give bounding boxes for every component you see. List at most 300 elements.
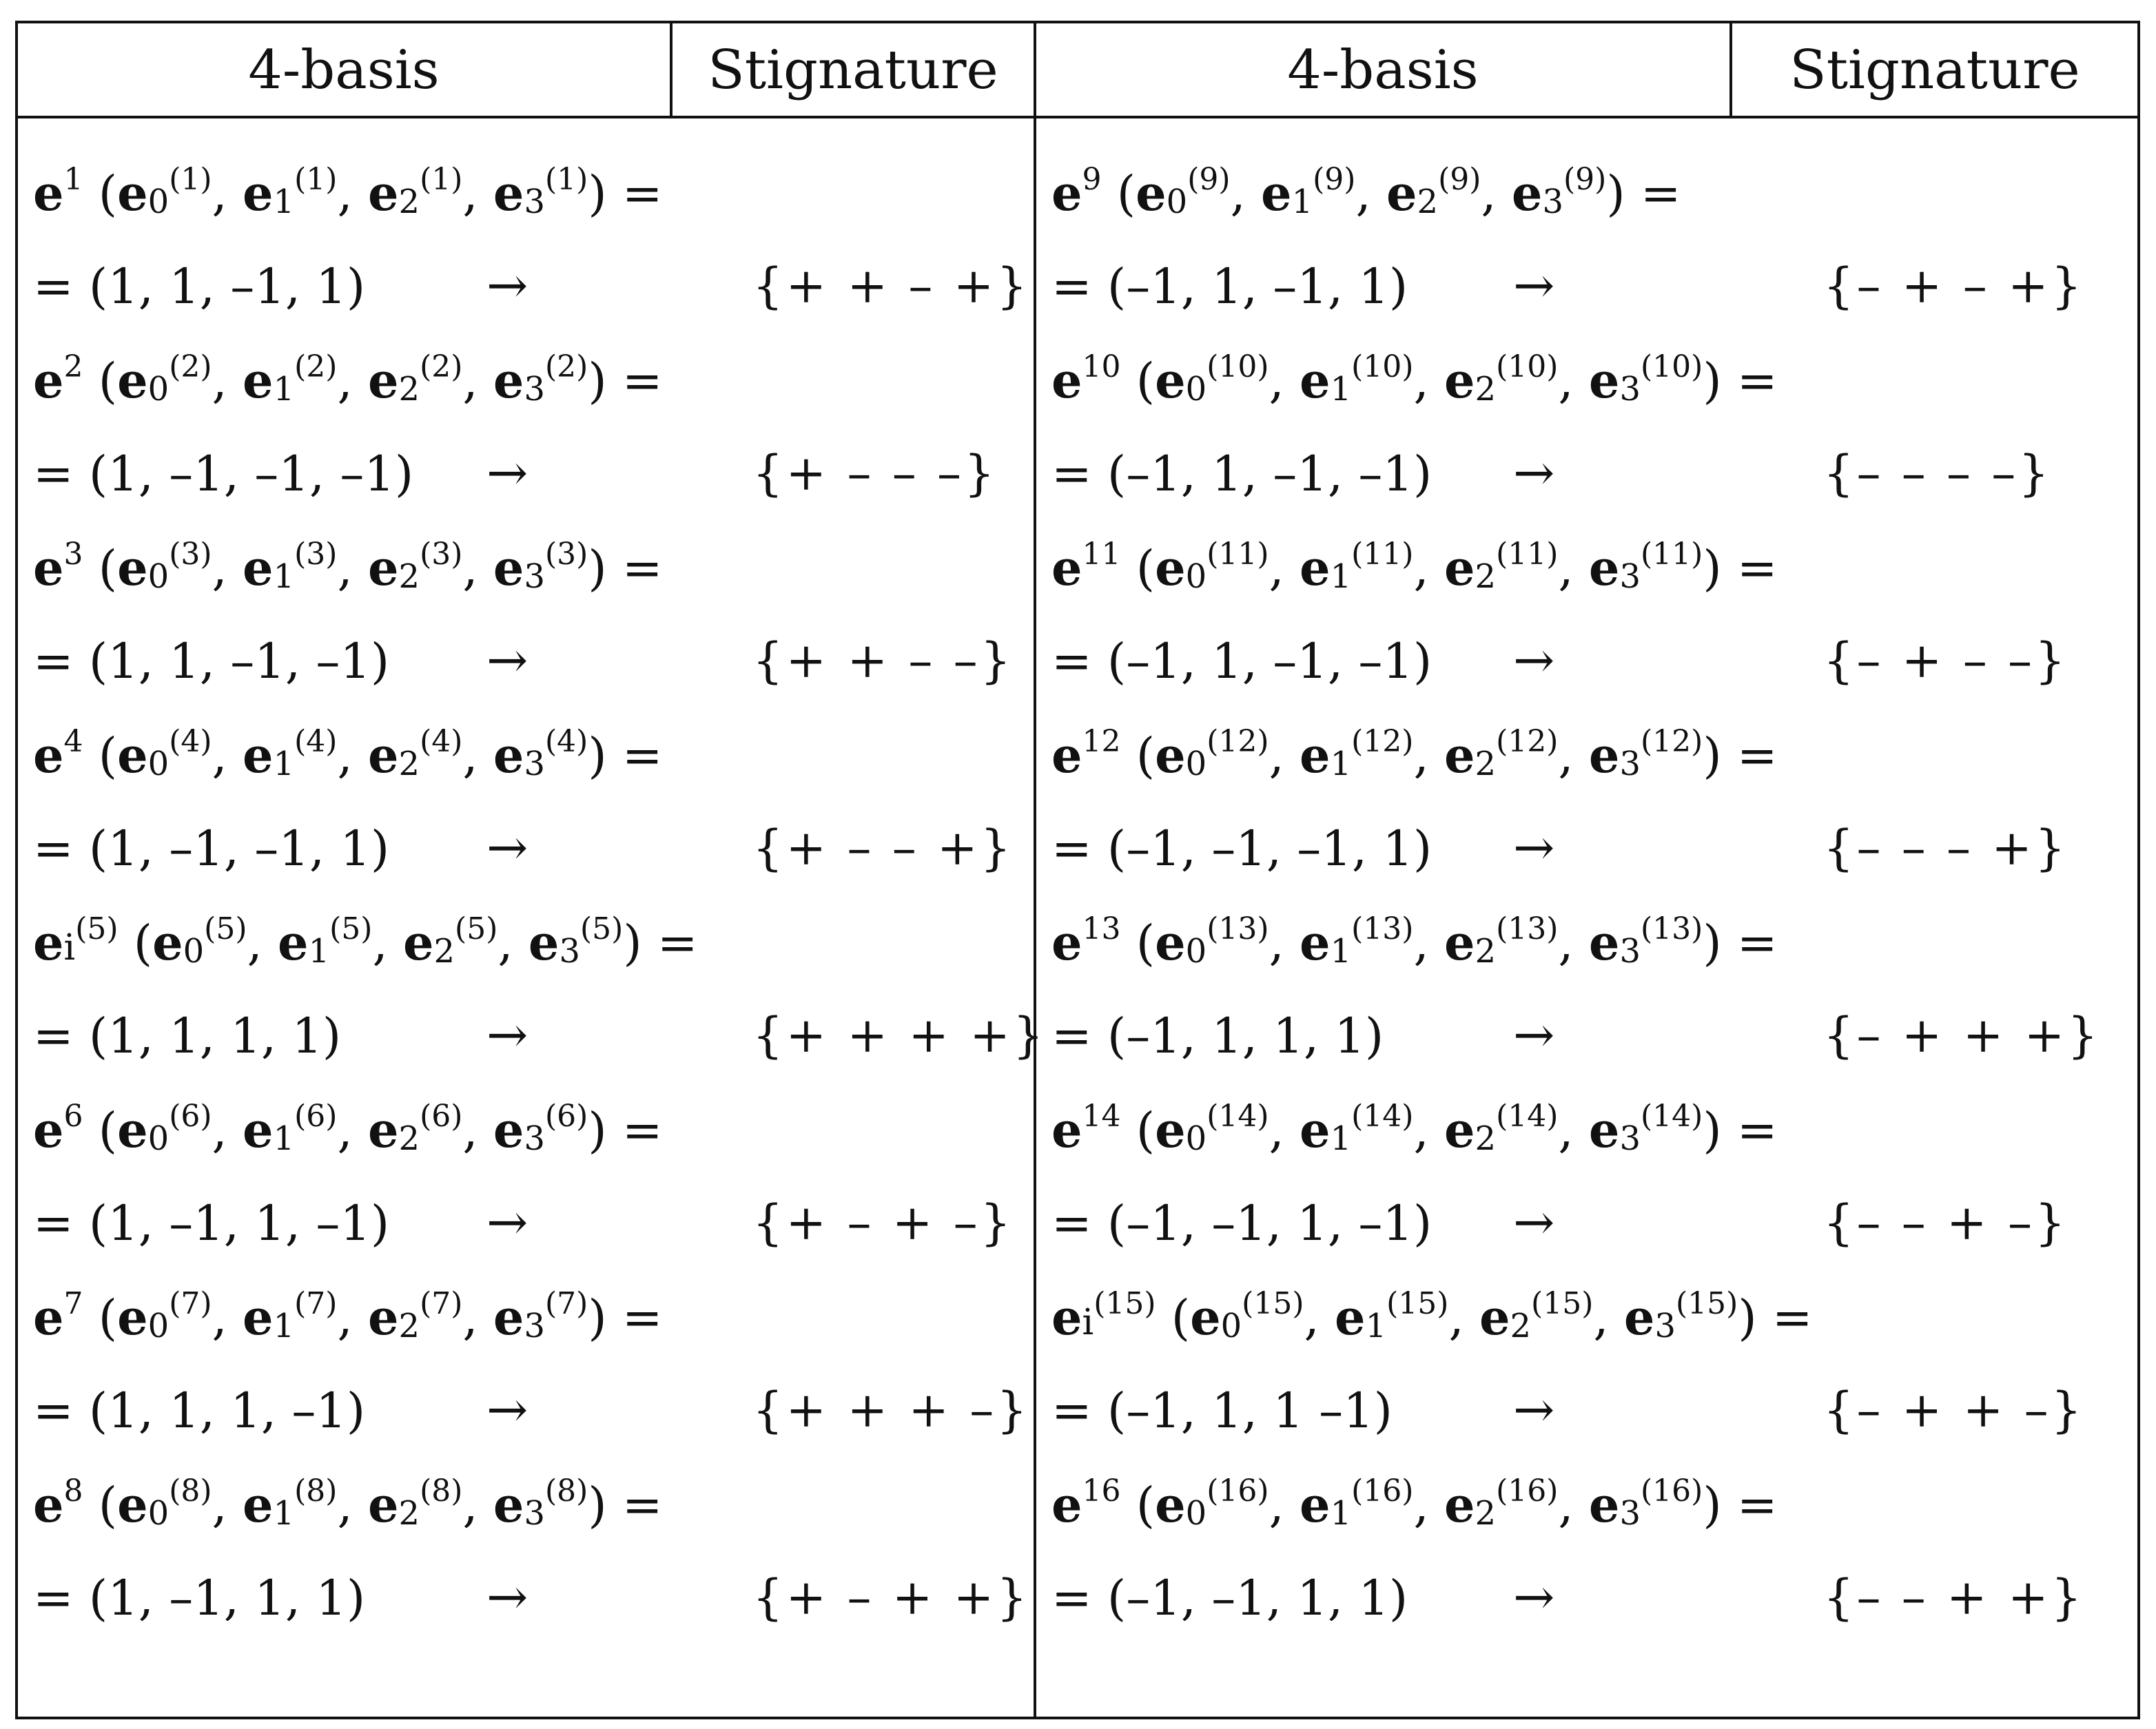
basis-index: (15) — [1094, 1285, 1156, 1321]
component-index: 3 — [1542, 182, 1564, 221]
header-right-basis: 4-basis — [1287, 39, 1479, 101]
basis-symbol: e — [1051, 351, 1082, 409]
component-basis-index: (6) — [545, 1098, 588, 1134]
component-basis-index: (7) — [169, 1285, 212, 1321]
basis-values-row — [1051, 1369, 1393, 1452]
basis-vector-label: $ei^{(5)}$ ($e_0^{(5)}$, $e_1^{(5)}$, $e_2^{(5)}$, $e_3^{(5)}$) = — [33, 911, 698, 971]
component-index: 1 — [1330, 931, 1352, 971]
arrow-icon: → — [486, 631, 528, 689]
component-index: 2 — [1475, 1119, 1497, 1158]
component-index: 2 — [398, 557, 420, 596]
signature-value: {+ + + –} — [752, 1382, 1030, 1438]
component-basis-index: (9) — [1187, 161, 1231, 197]
component-symbol: e — [1588, 1101, 1620, 1159]
component-basis-index: (14) — [1207, 1098, 1269, 1134]
basis-definition-row — [1051, 714, 1778, 796]
component-index: 2 — [433, 931, 455, 971]
arrow-icon: → — [486, 1568, 528, 1626]
component-symbol: e — [117, 1101, 148, 1159]
component-index: 2 — [1475, 1493, 1497, 1533]
component-basis-index: (16) — [1207, 1473, 1269, 1509]
component-symbol: e — [117, 726, 148, 784]
component-index: 1 — [308, 931, 330, 971]
component-symbol: e — [1155, 1476, 1186, 1533]
component-basis-index: (6) — [169, 1098, 212, 1134]
component-symbol: e — [1190, 1288, 1221, 1346]
component-index: 1 — [1330, 369, 1352, 408]
component-basis-index: (2) — [545, 349, 588, 384]
component-basis-index: (8) — [294, 1473, 338, 1509]
basis-vector-label: $e^{13}$ ($e_0^{(13)}$, $e_1^{(13)}$, $e_2^{(13)}$, $e_3^{(13)}$) = — [1051, 911, 1778, 971]
component-symbol: e — [493, 164, 524, 222]
component-symbol: e — [117, 351, 148, 409]
component-index: 0 — [1185, 1493, 1207, 1533]
component-basis-index: (8) — [169, 1473, 212, 1509]
component-index: 1 — [1365, 1306, 1387, 1345]
basis-values: = (1, 1, 1, 1) — [33, 1008, 342, 1064]
component-index: 0 — [183, 931, 205, 971]
component-basis-index: (6) — [294, 1098, 338, 1134]
component-index: 0 — [147, 369, 170, 408]
basis-values: = (–1, 1, 1, 1) — [1051, 1008, 1384, 1064]
component-basis-index: (3) — [545, 536, 588, 572]
component-basis-index: (15) — [1675, 1285, 1738, 1321]
component-index: 0 — [1166, 182, 1188, 221]
component-basis-index: (4) — [169, 723, 212, 759]
component-index: 2 — [398, 1306, 420, 1345]
basis-symbol: e — [33, 913, 64, 971]
component-symbol: e — [243, 1476, 274, 1533]
component-index: 3 — [524, 369, 546, 408]
component-index: 1 — [273, 1493, 295, 1533]
component-basis-index: (2) — [294, 349, 338, 384]
component-index: 0 — [147, 1119, 170, 1158]
basis-values: = (–1, 1, 1 –1) — [1051, 1383, 1393, 1439]
basis-values-row — [1051, 1182, 1432, 1265]
basis-symbol: e — [1051, 1476, 1082, 1533]
component-index: 3 — [524, 1306, 546, 1345]
component-basis-index: (7) — [420, 1285, 463, 1321]
signature-value: {– + – –} — [1823, 632, 2068, 689]
basis-vector-label: $e^1$ ($e_0^{(1)}$, $e_1^{(1)}$, $e_2^{(1)}$, $e_3^{(1)}$) = — [33, 161, 663, 222]
component-symbol: e — [493, 726, 524, 784]
basis-symbol: e — [33, 726, 64, 784]
component-index: 2 — [1475, 931, 1497, 971]
component-index: 3 — [1619, 744, 1641, 783]
component-index: 0 — [147, 1306, 170, 1345]
component-basis-index: (5) — [455, 911, 498, 946]
basis-vector-label: $e^2$ ($e_0^{(2)}$, $e_1^{(2)}$, $e_2^{(2)}$, $e_3^{(2)}$) = — [33, 349, 663, 409]
basis-vector-label: $e^4$ ($e_0^{(4)}$, $e_1^{(4)}$, $e_2^{(4)}$, $e_3^{(4)}$) = — [33, 723, 663, 784]
component-basis-index: (12) — [1496, 723, 1559, 759]
component-index: 0 — [147, 557, 170, 596]
component-index: 0 — [147, 744, 170, 783]
basis-index: 14 — [1082, 1098, 1121, 1134]
basis-definition-row — [33, 1463, 663, 1546]
component-symbol: e — [1300, 539, 1331, 597]
component-index: 1 — [1291, 182, 1313, 221]
basis-symbol: e — [33, 1476, 64, 1533]
header-right-signature: Stignature — [1789, 39, 2080, 101]
signature-value: {+ – + +} — [752, 1569, 1030, 1626]
basis-symbol: e — [33, 351, 64, 409]
component-symbol: e — [1444, 726, 1475, 784]
component-symbol: e — [1444, 539, 1475, 597]
component-basis-index: (13) — [1207, 911, 1269, 946]
component-symbol: e — [117, 1476, 148, 1533]
component-basis-index: (10) — [1641, 349, 1703, 384]
component-index: 1 — [1330, 1119, 1352, 1158]
component-basis-index: (12) — [1641, 723, 1703, 759]
basis-table — [15, 21, 2140, 1719]
component-index: 3 — [1619, 1119, 1641, 1158]
component-basis-index: (13) — [1351, 911, 1414, 946]
component-basis-index: (2) — [420, 349, 463, 384]
arrow-icon: → — [1513, 1193, 1555, 1251]
component-symbol: e — [278, 913, 309, 971]
component-index: 2 — [398, 744, 420, 783]
basis-definition-row — [1051, 1463, 1778, 1546]
signature-value: {– + – +} — [1823, 258, 2085, 314]
component-index: 0 — [147, 182, 170, 221]
basis-values: = (1, –1, 1, 1) — [33, 1570, 366, 1626]
arrow-icon: → — [1513, 1006, 1555, 1064]
component-index: 2 — [1475, 744, 1497, 783]
basis-values-row — [33, 807, 389, 890]
component-symbol: e — [1335, 1288, 1366, 1346]
component-symbol: e — [1155, 913, 1186, 971]
component-symbol: e — [493, 351, 524, 409]
basis-values: = (1, 1, 1, –1) — [33, 1383, 366, 1439]
component-basis-index: (16) — [1496, 1473, 1559, 1509]
basis-vector-label: $e^{16}$ ($e_0^{(16)}$, $e_1^{(16)}$, $e_2^{(16)}$, $e_3^{(16)}$) = — [1051, 1473, 1778, 1533]
component-symbol: e — [1261, 164, 1292, 222]
component-basis-index: (9) — [1563, 161, 1607, 197]
basis-values: = (–1, –1, 1, –1) — [1051, 1195, 1433, 1252]
component-symbol: e — [1136, 164, 1167, 222]
component-index: 1 — [273, 1306, 295, 1345]
arrow-icon: → — [1513, 631, 1555, 689]
component-symbol: e — [1155, 539, 1186, 597]
component-symbol: e — [117, 539, 148, 597]
basis-symbol-suffix: i — [1082, 1301, 1094, 1343]
component-index: 2 — [1475, 369, 1497, 408]
basis-symbol: e — [1051, 1101, 1082, 1159]
basis-symbol-suffix: i — [63, 926, 76, 969]
component-basis-index: (12) — [1207, 723, 1269, 759]
component-basis-index: (11) — [1207, 536, 1269, 572]
component-basis-index: (15) — [1531, 1285, 1594, 1321]
component-basis-index: (7) — [545, 1285, 588, 1321]
basis-definition-row — [33, 526, 663, 609]
basis-index: 12 — [1082, 723, 1121, 759]
component-symbol: e — [1155, 1101, 1186, 1159]
basis-index: 3 — [63, 536, 83, 572]
basis-vector-label: $ei^{(15)}$ ($e_0^{(15)}$, $e_1^{(15)}$, $e_2^{(15)}$, $e_3^{(15)}$) = — [1051, 1285, 1813, 1346]
component-basis-index: (1) — [169, 161, 212, 197]
component-index: 0 — [147, 1493, 170, 1533]
component-symbol: e — [1588, 539, 1620, 597]
component-index: 3 — [559, 931, 580, 971]
component-basis-index: (14) — [1351, 1098, 1414, 1134]
signature-value: {+ + – –} — [752, 632, 1014, 689]
component-symbol: e — [1300, 913, 1331, 971]
component-symbol: e — [1155, 726, 1186, 784]
component-basis-index: (1) — [420, 161, 463, 197]
component-symbol: e — [367, 1288, 399, 1346]
signature-value: {+ + – +} — [752, 258, 1030, 314]
component-symbol: e — [1444, 351, 1475, 409]
component-symbol: e — [1155, 351, 1186, 409]
component-symbol: e — [367, 351, 399, 409]
signature-value: {– – + +} — [1823, 1569, 2085, 1626]
component-basis-index: (1) — [294, 161, 338, 197]
arrow-icon: → — [1513, 818, 1555, 876]
basis-symbol: e — [33, 1288, 64, 1346]
component-basis-index: (16) — [1351, 1473, 1414, 1509]
basis-index: 9 — [1082, 161, 1102, 197]
basis-values-row — [1051, 245, 1408, 328]
component-basis-index: (2) — [169, 349, 212, 384]
component-symbol: e — [1444, 1476, 1475, 1533]
component-symbol: e — [367, 539, 399, 597]
component-symbol: e — [1300, 1101, 1331, 1159]
basis-values-row — [1051, 807, 1432, 890]
component-symbol: e — [493, 1288, 524, 1346]
signature-value: {– – + –} — [1823, 1194, 2068, 1251]
basis-vector-label: $e^{12}$ ($e_0^{(12)}$, $e_1^{(12)}$, $e_2^{(12)}$, $e_3^{(12)}$) = — [1051, 723, 1778, 784]
component-symbol: e — [1511, 164, 1543, 222]
component-basis-index: (11) — [1641, 536, 1703, 572]
component-index: 3 — [1619, 557, 1641, 596]
basis-values: = (–1, 1, –1, 1) — [1051, 258, 1408, 315]
basis-values-row — [33, 1182, 389, 1265]
arrow-icon: → — [486, 1380, 528, 1438]
basis-vector-label: $e^7$ ($e_0^{(7)}$, $e_1^{(7)}$, $e_2^{(7)}$, $e_3^{(7)}$) = — [33, 1285, 663, 1346]
component-symbol: e — [367, 164, 399, 222]
arrow-icon: → — [486, 1006, 528, 1064]
component-symbol: e — [1386, 164, 1417, 222]
signature-value: {+ – + –} — [752, 1194, 1014, 1251]
basis-values-row — [1051, 433, 1432, 515]
basis-values: = (1, 1, –1, 1) — [33, 258, 366, 315]
basis-values: = (–1, –1, –1, 1) — [1051, 820, 1433, 877]
basis-index: 8 — [63, 1473, 83, 1509]
component-symbol: e — [1300, 1476, 1331, 1533]
component-index: 0 — [1185, 557, 1207, 596]
component-index: 2 — [1417, 182, 1439, 221]
basis-values: = (1, –1, –1, –1) — [33, 446, 414, 502]
signature-value: {+ – – +} — [752, 820, 1014, 876]
component-index: 0 — [1185, 931, 1207, 971]
basis-symbol: e — [33, 1101, 64, 1159]
component-symbol: e — [243, 351, 274, 409]
component-symbol: e — [402, 913, 434, 971]
basis-definition-row — [1051, 1088, 1778, 1171]
column-divider-center — [1034, 23, 1036, 1719]
component-index: 2 — [398, 1493, 420, 1533]
component-index: 3 — [1619, 931, 1641, 971]
component-index: 1 — [273, 744, 295, 783]
signature-value: {– + + –} — [1823, 1382, 2085, 1438]
basis-symbol: e — [1051, 913, 1082, 971]
basis-vector-label: $e^3$ ($e_0^{(3)}$, $e_1^{(3)}$, $e_2^{(3)}$, $e_3^{(3)}$) = — [33, 536, 663, 597]
basis-values-row — [1051, 1557, 1408, 1639]
basis-values-row — [33, 245, 365, 328]
basis-vector-label: $e^9$ ($e_0^{(9)}$, $e_1^{(9)}$, $e_2^{(9)}$, $e_3^{(9)}$) = — [1051, 161, 1681, 222]
component-index: 3 — [1654, 1306, 1676, 1345]
component-symbol: e — [1588, 1476, 1620, 1533]
component-basis-index: (3) — [294, 536, 338, 572]
component-basis-index: (12) — [1351, 723, 1414, 759]
component-symbol: e — [1588, 351, 1620, 409]
component-basis-index: (8) — [420, 1473, 463, 1509]
header-left-signature: Stignature — [708, 39, 998, 101]
component-symbol: e — [1444, 913, 1475, 971]
basis-definition-row — [33, 1276, 663, 1358]
basis-values-row — [33, 620, 389, 703]
basis-definition-row — [33, 339, 663, 422]
component-basis-index: (7) — [294, 1285, 338, 1321]
component-basis-index: (4) — [545, 723, 588, 759]
component-index: 2 — [1475, 557, 1497, 596]
component-basis-index: (5) — [204, 911, 247, 946]
basis-values: = (1, –1, –1, 1) — [33, 820, 390, 877]
component-basis-index: (1) — [545, 161, 588, 197]
component-symbol: e — [493, 539, 524, 597]
component-basis-index: (15) — [1242, 1285, 1304, 1321]
component-index: 2 — [398, 369, 420, 408]
arrow-icon: → — [1513, 256, 1555, 314]
basis-definition-row — [1051, 152, 1681, 234]
signature-value: {+ – – –} — [752, 445, 998, 501]
component-basis-index: (3) — [420, 536, 463, 572]
component-basis-index: (5) — [329, 911, 373, 946]
arrow-icon: → — [486, 818, 528, 876]
component-symbol: e — [493, 1101, 524, 1159]
basis-definition-row — [1051, 526, 1778, 609]
component-basis-index: (10) — [1496, 349, 1559, 384]
component-symbol: e — [367, 1101, 399, 1159]
component-basis-index: (11) — [1351, 536, 1414, 572]
component-basis-index: (14) — [1641, 1098, 1703, 1134]
component-index: 1 — [273, 369, 295, 408]
component-basis-index: (15) — [1386, 1285, 1449, 1321]
component-index: 2 — [398, 182, 420, 221]
component-basis-index: (16) — [1641, 1473, 1703, 1509]
arrow-icon: → — [1513, 444, 1555, 501]
component-index: 3 — [524, 557, 546, 596]
component-index: 1 — [273, 182, 295, 221]
basis-values: = (–1, 1, –1, –1) — [1051, 633, 1433, 690]
component-index: 1 — [1330, 744, 1352, 783]
component-symbol: e — [117, 164, 148, 222]
basis-values: = (1, –1, 1, –1) — [33, 1195, 390, 1252]
signature-value: {– – – –} — [1823, 445, 2052, 501]
component-symbol: e — [1588, 913, 1620, 971]
basis-index: 10 — [1082, 349, 1121, 384]
arrow-icon: → — [1513, 1380, 1555, 1438]
component-basis-index: (4) — [294, 723, 338, 759]
component-index: 3 — [524, 182, 546, 221]
component-index: 1 — [273, 1119, 295, 1158]
component-symbol: e — [243, 539, 274, 597]
component-basis-index: (8) — [545, 1473, 588, 1509]
basis-index: 11 — [1082, 536, 1121, 572]
component-index: 1 — [273, 557, 295, 596]
basis-vector-label: $e^8$ ($e_0^{(8)}$, $e_1^{(8)}$, $e_2^{(8)}$, $e_3^{(8)}$) = — [33, 1473, 663, 1533]
component-basis-index: (11) — [1496, 536, 1559, 572]
basis-index: 2 — [63, 349, 83, 384]
component-index: 0 — [1185, 1119, 1207, 1158]
signature-value: {+ + + +} — [752, 1007, 1047, 1064]
basis-values: = (–1, 1, –1, –1) — [1051, 446, 1433, 502]
component-symbol: e — [367, 726, 399, 784]
basis-symbol: e — [33, 539, 64, 597]
basis-index: 7 — [63, 1285, 83, 1321]
signature-value: {– – – +} — [1823, 820, 2068, 876]
basis-values-row — [33, 1369, 365, 1452]
basis-symbol: e — [1051, 726, 1082, 784]
component-basis-index: (3) — [169, 536, 212, 572]
component-basis-index: (14) — [1496, 1098, 1559, 1134]
component-basis-index: (10) — [1207, 349, 1269, 384]
basis-values-row — [33, 995, 341, 1077]
signature-value: {– + + +} — [1823, 1007, 2101, 1064]
component-basis-index: (6) — [420, 1098, 463, 1134]
basis-symbol: e — [1051, 164, 1082, 222]
component-index: 0 — [1185, 744, 1207, 783]
basis-index: 1 — [63, 161, 83, 197]
component-basis-index: (9) — [1313, 161, 1356, 197]
basis-vector-label: $e^{14}$ ($e_0^{(14)}$, $e_1^{(14)}$, $e_2^{(14)}$, $e_3^{(14)}$) = — [1051, 1098, 1778, 1159]
basis-vector-label: $e^{11}$ ($e_0^{(11)}$, $e_1^{(11)}$, $e_2^{(11)}$, $e_3^{(11)}$) = — [1051, 536, 1778, 597]
component-basis-index: (10) — [1351, 349, 1414, 384]
component-basis-index: (5) — [579, 911, 624, 946]
basis-definition-row — [1051, 901, 1778, 984]
arrow-icon: → — [486, 256, 528, 314]
arrow-icon: → — [1513, 1568, 1555, 1626]
component-symbol: e — [117, 1288, 148, 1346]
component-symbol: e — [243, 164, 274, 222]
arrow-icon: → — [486, 444, 528, 501]
basis-vector-label: $e^{10}$ ($e_0^{(10)}$, $e_1^{(10)}$, $e_2^{(10)}$, $e_3^{(10)}$) = — [1051, 349, 1778, 409]
component-symbol: e — [243, 726, 274, 784]
component-index: 0 — [1220, 1306, 1242, 1345]
component-symbol: e — [367, 1476, 399, 1533]
component-basis-index: (9) — [1438, 161, 1481, 197]
component-index: 1 — [1330, 557, 1352, 596]
component-basis-index: (13) — [1496, 911, 1559, 946]
basis-definition-row — [1051, 1276, 1813, 1358]
basis-values-row — [33, 433, 413, 515]
basis-definition-row — [33, 152, 663, 234]
basis-definition-row — [33, 1088, 663, 1171]
basis-definition-row — [33, 714, 663, 796]
basis-index: 13 — [1082, 911, 1121, 946]
basis-symbol: e — [1051, 539, 1082, 597]
component-index: 3 — [524, 1493, 546, 1533]
basis-values: = (–1, –1, 1, 1) — [1051, 1570, 1408, 1626]
component-index: 1 — [1330, 1493, 1352, 1533]
basis-values-row — [1051, 995, 1384, 1077]
basis-vector-label: $e^6$ ($e_0^{(6)}$, $e_1^{(6)}$, $e_2^{(6)}$, $e_3^{(6)}$) = — [33, 1098, 663, 1159]
component-index: 3 — [524, 1119, 546, 1158]
basis-index: 4 — [63, 723, 83, 759]
basis-symbol: e — [33, 164, 64, 222]
component-symbol: e — [1623, 1288, 1655, 1346]
basis-index: (5) — [75, 911, 119, 946]
